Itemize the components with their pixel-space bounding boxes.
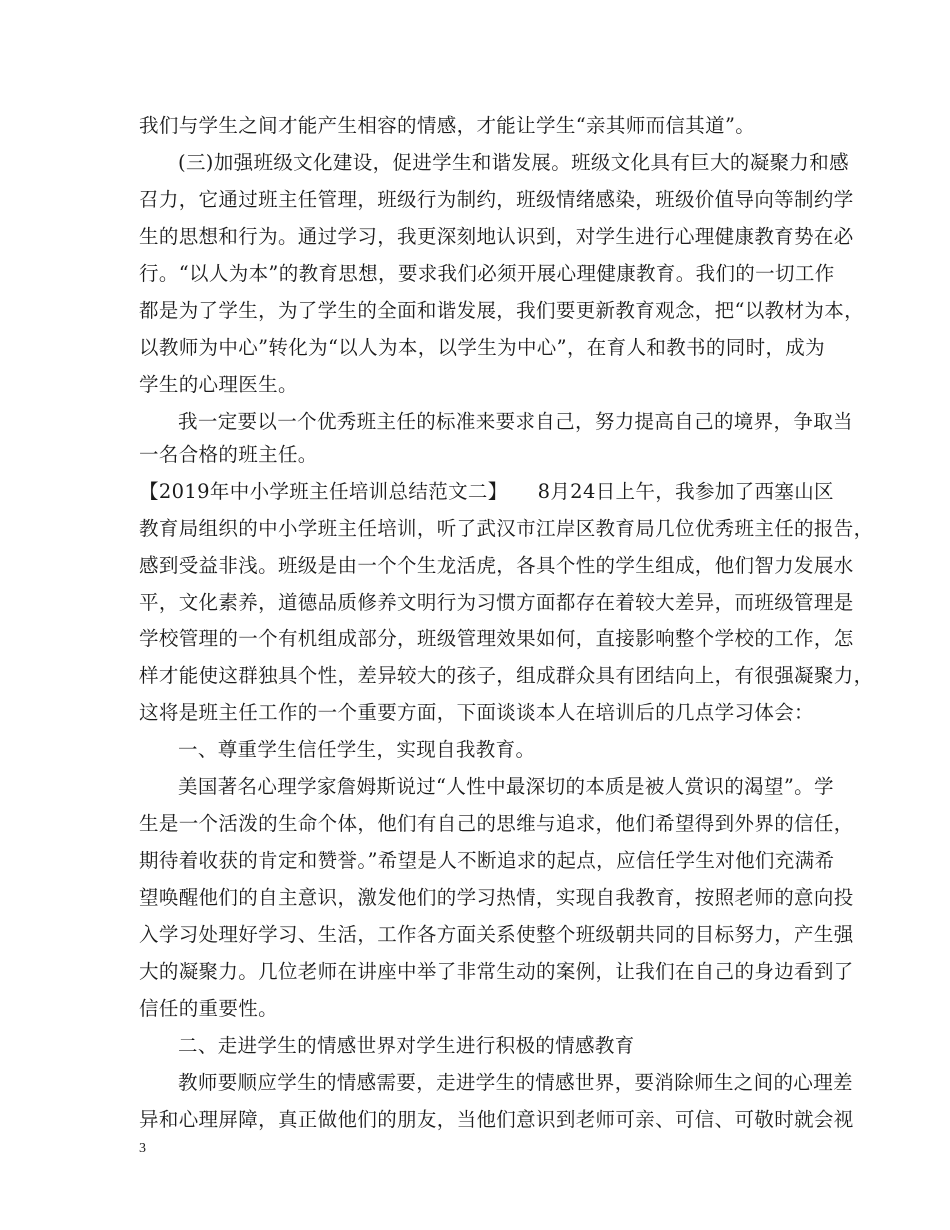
text-line: 生是一个活泼的生命个体，他们有自己的思维与追求，他们希望得到外界的信任， — [139, 812, 854, 835]
section-heading-line: 【2019年中小学班主任培训总结范文二】 8月24日上午，我参加了西塞山区 — [139, 480, 834, 503]
text-line: 召力，它通过班主任管理，班级行为制约，班级情绪感染，班级价值导向等制约学 — [139, 188, 854, 211]
text-line: 异和心理屏障，真正做他们的朋友，当他们意识到老师可亲、可信、可敬时就会视 — [139, 1108, 854, 1131]
paragraph-line: (三)加强班级文化建设，促进学生和谐发展。班级文化具有巨大的凝聚力和感 — [178, 151, 849, 174]
text-line: 学生的心理医生。 — [139, 373, 298, 396]
paragraph-line: 我一定要以一个优秀班主任的标准来要求自己，努力提高自己的境界，争取当 — [178, 410, 853, 433]
text-line: 学校管理的一个有机组成部分，班级管理效果如何，直接影响整个学校的工作，怎 — [139, 627, 854, 650]
paragraph-line: 美国著名心理学家詹姆斯说过“人性中最深切的本质是被人赏识的渴望”。学 — [178, 775, 834, 798]
text-line: 以教师为中心”转化为“以人为本，以学生为中心”，在育人和教书的同时，成为 — [139, 336, 826, 359]
text-line: 我们与学生之间才能产生相容的情感，才能让学生“亲其师而信其道”。 — [139, 114, 756, 137]
subheading-line: 一、尊重学生信任学生，实现自我教育。 — [178, 738, 536, 761]
text-line: 入学习处理好学习、生活，工作各方面关系使整个班级朝共同的目标努力，产生强 — [139, 923, 854, 946]
text-line: 大的凝聚力。几位老师在讲座中举了非常生动的案例，让我们在自己的身边看到了 — [139, 960, 854, 983]
text-line: 行。“以人为本”的教育思想，要求我们必须开展心理健康教育。我们的一切工作 — [139, 262, 835, 285]
text-line: 教育局组织的中小学班主任培训，听了武汉市江岸区教育局几位优秀班主任的报告， — [139, 517, 874, 540]
text-line: 平，文化素养，道德品质修养文明行为习惯方面都存在着较大差异，而班级管理是 — [139, 591, 854, 614]
text-line: 望唤醒他们的自主意识，激发他们的学习热情，实现自我教育，按照老师的意向投 — [139, 886, 854, 909]
page-number: 3 — [139, 1141, 146, 1156]
text-line: 都是为了学生，为了学生的全面和谐发展，我们要更新教育观念，把“以教材为本， — [139, 299, 864, 322]
text-line: 这将是班主任工作的一个重要方面，下面谈谈本人在培训后的几点学习体会： — [139, 701, 814, 724]
text-line: 期待着收获的肯定和赞誉。”希望是人不断追求的起点，应信任学生对他们充满希 — [139, 849, 835, 872]
text-line: 样才能使这群独具个性，差异较大的孩子，组成群众具有团结向上，有很强凝聚力， — [139, 664, 874, 687]
text-line: 生的思想和行为。通过学习，我更深刻地认识到，对学生进行心理健康教育势在必 — [139, 225, 854, 248]
subheading-line: 二、走进学生的情感世界对学生进行积极的情感教育 — [178, 1034, 635, 1057]
paragraph-line: 教师要顺应学生的情感需要，走进学生的情感世界，要消除师生之间的心理差 — [178, 1071, 853, 1094]
text-line: 一名合格的班主任。 — [139, 443, 318, 466]
text-line: 信任的重要性。 — [139, 997, 278, 1020]
text-line: 感到受益非浅。班级是由一个个生龙活虎，各具个性的学生组成，他们智力发展水 — [139, 554, 854, 577]
